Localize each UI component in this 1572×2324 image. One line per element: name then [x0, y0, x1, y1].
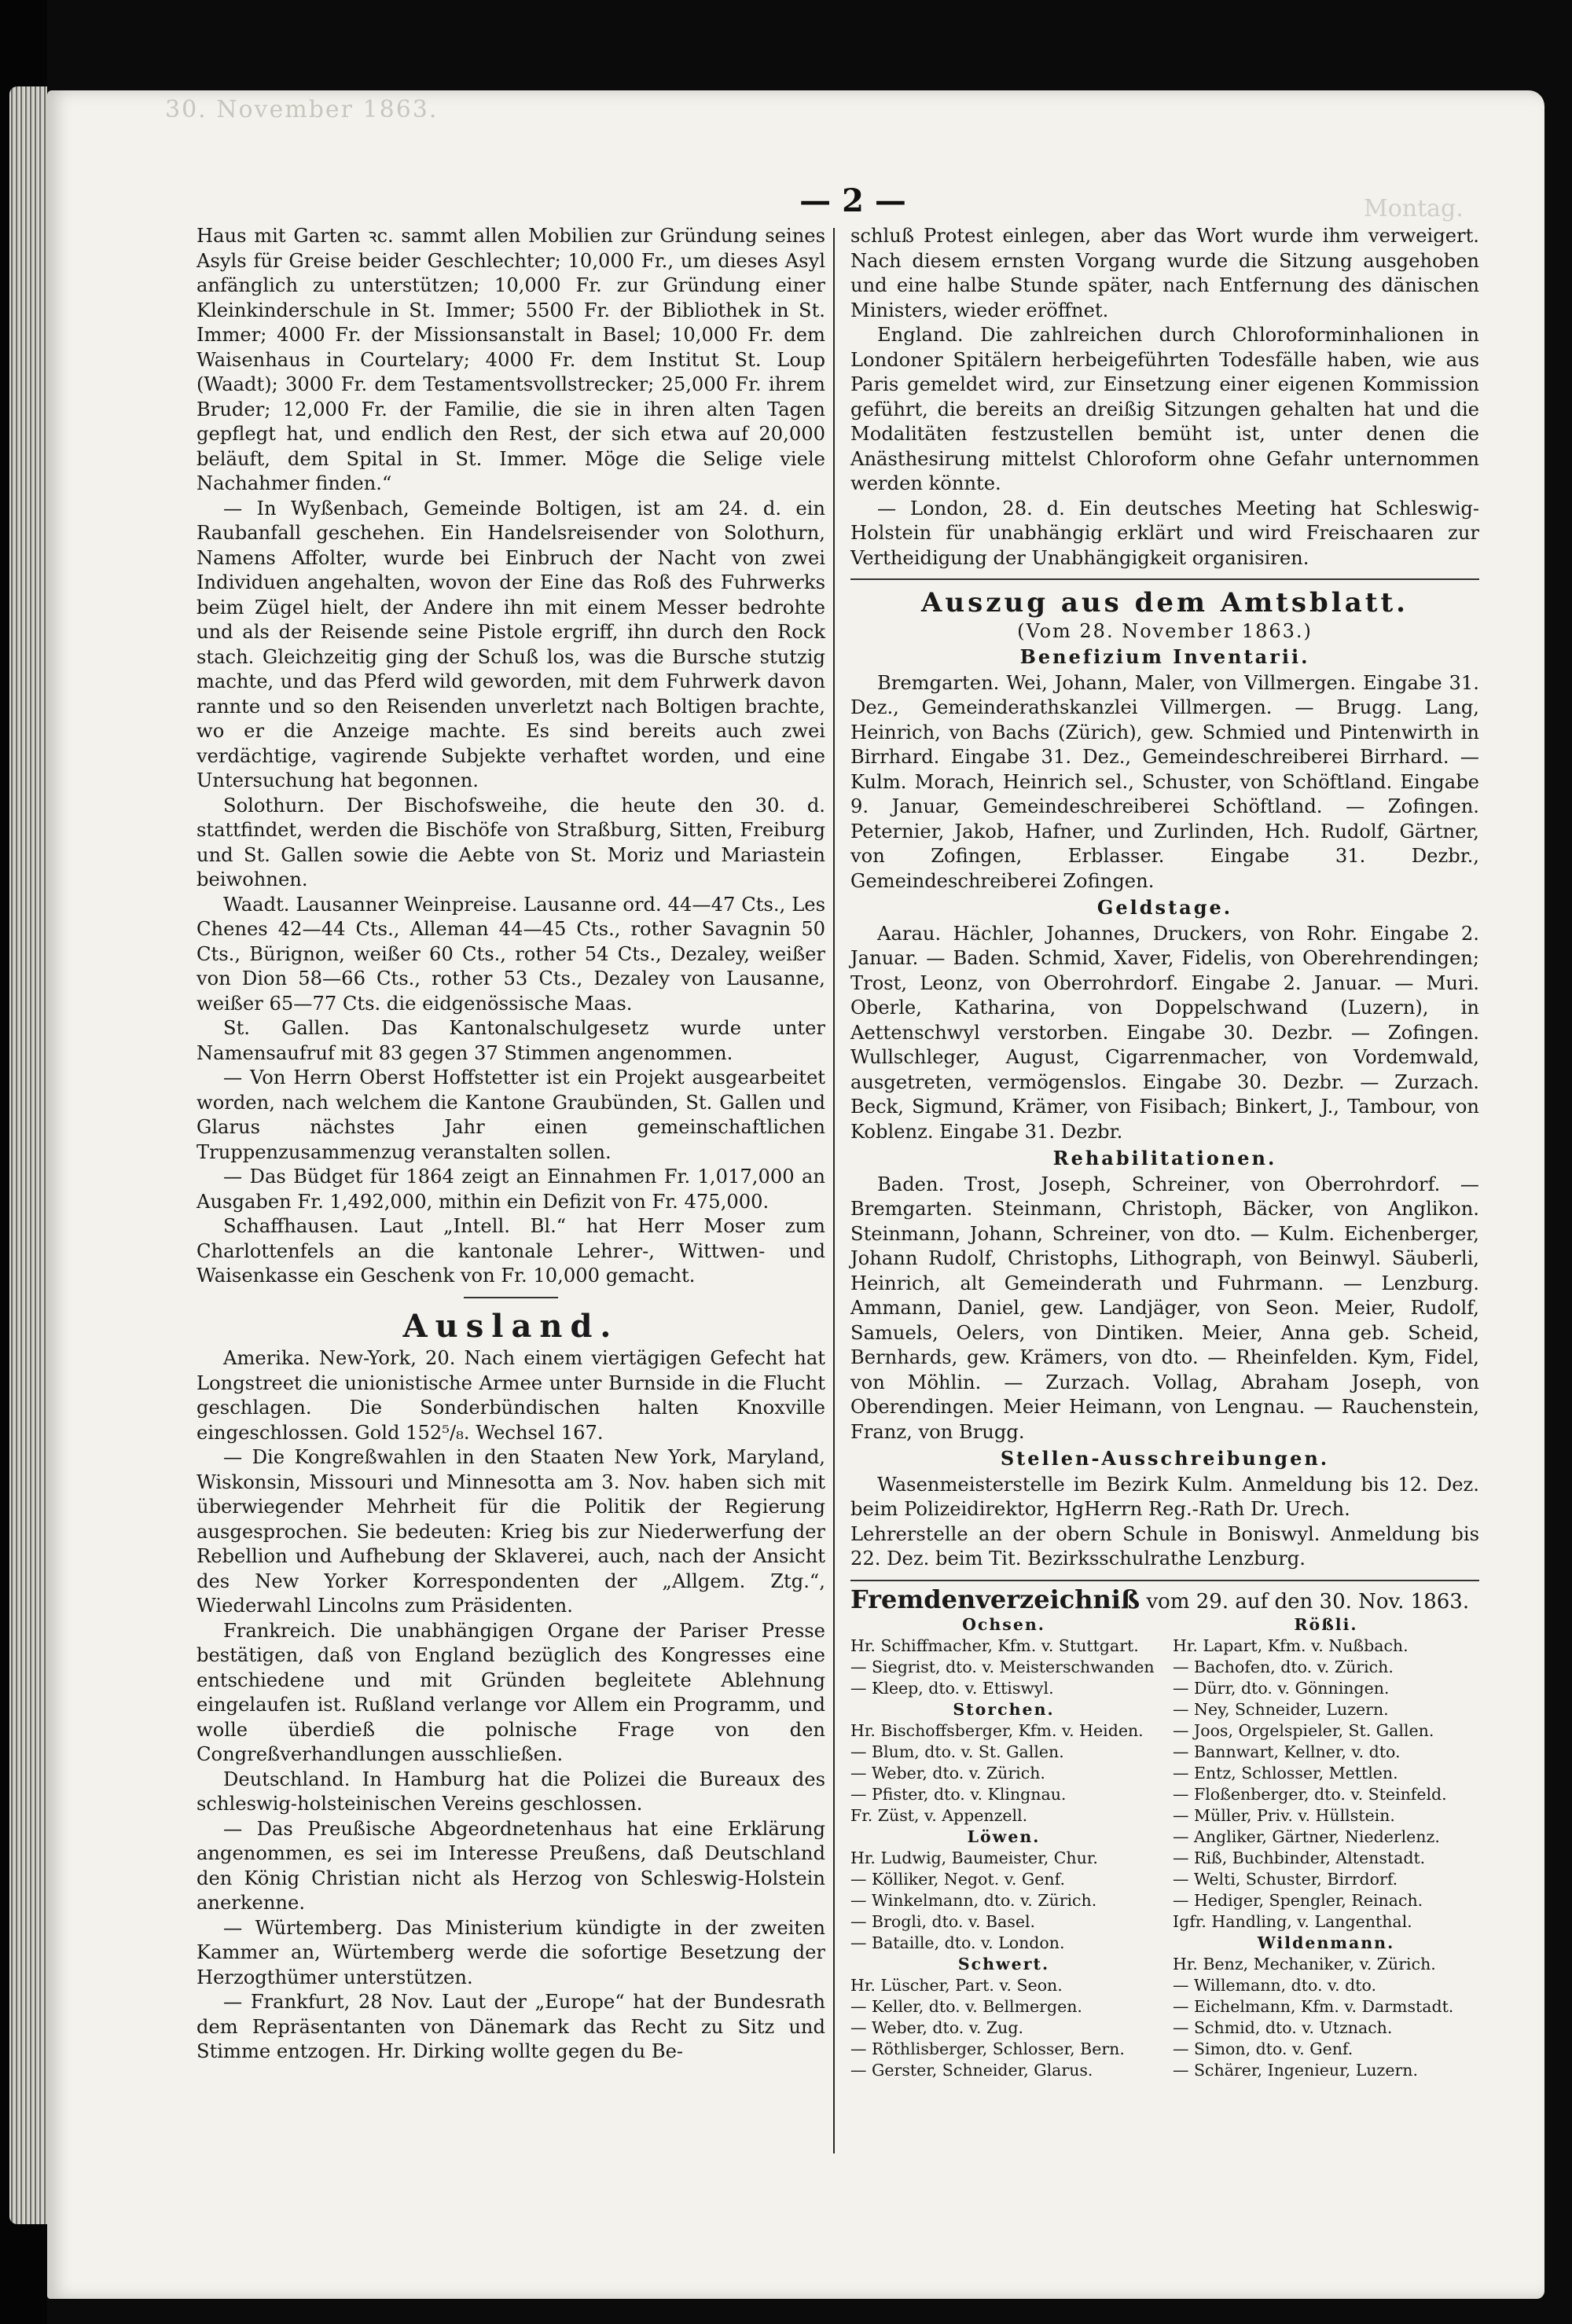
guest-entry: Hr. Benz, Mechaniker, v. Zürich.	[1173, 1955, 1436, 1973]
article-paragraph: England. Die zahlreichen durch Chloroforminhalionen in Londoner Spitälern herbeigeführten Todesfälle haben, wie aus Paris gemeldet wird, zur Einsetzung einer eigenen Kommission geführt, die bereits an dreißig Sitzungen gehalten hat und die Modalitäten festzustellen bemüht ist, unter denen die Anästhesirung mittelst Chloroform ohne Gefahr unternommen werden könnte.	[850, 324, 1479, 494]
fremden-heading	[850, 1584, 1479, 1615]
guest-entry: — Schmid, dto. v. Utznach.	[1173, 2018, 1393, 2037]
amtsblatt-date: (Vom 28. November 1863.)	[1017, 620, 1313, 642]
guest-entry: — Weber, dto. v. Zug.	[850, 2018, 1024, 2037]
guest-entry: — Willemann, dto. v. dto.	[1173, 1976, 1377, 1995]
section-divider	[850, 1580, 1479, 1581]
guest-entry: — Welti, Schuster, Birrdorf.	[1173, 1870, 1398, 1889]
bleed-through-right: Montag.	[1364, 195, 1464, 222]
section-divider	[464, 1297, 558, 1298]
guest-entry: — Pfister, dto. v. Klingnau.	[850, 1785, 1067, 1804]
guest-entry: — Joos, Orgelspieler, St. Gallen.	[1173, 1721, 1434, 1740]
hotel-name: Ochsen.	[962, 1615, 1045, 1634]
guest-entry: — Ney, Schneider, Luzern.	[1173, 1700, 1389, 1719]
guest-entry: — Schärer, Ingenieur, Luzern.	[1173, 2061, 1418, 2080]
article-paragraph: — London, 28. d. Ein deutsches Meeting hat Schleswig-Holstein für unabhängig erklärt und wird Freischaaren zur Vertheidigung der Unabhängigkeit organisiren.	[850, 497, 1479, 569]
guest-entry: — Kleep, dto. v. Ettiswyl.	[850, 1679, 1054, 1698]
guest-entry: Hr. Ludwig, Baumeister, Chur.	[850, 1849, 1098, 1867]
hotel-name: Wildenmann.	[1257, 1933, 1395, 1952]
fremden-dates: vom 29. auf den 30. Nov. 1863.	[1146, 1589, 1470, 1614]
ausland-heading: Ausland.	[402, 1307, 619, 1345]
article-paragraph: — Würtemberg. Das Ministerium kündigte in der zweiten Kammer an, Würtemberg werde die sofortige Besetzung der Herzogthümer unterstützen.	[196, 1916, 825, 1988]
guest-entry: — Müller, Priv. v. Hüllstein.	[1173, 1806, 1395, 1825]
article-paragraph: Frankreich. Die unabhängigen Organe der Pariser Presse bestätigen, daß von England bezüglich des Kongresses eine entschiedene und mit Gründen begleitete Ablehnung eingelaufen ist. Rußland verlange vor Allem ein Programm, und wolle überdieß die polnische Frage von den Congreßverhandlungen ausschließen.	[196, 1619, 825, 1765]
article-paragraph: Deutschland. In Hamburg hat die Polizei die Bureaux des schleswig-holsteinischen Vereins geschlossen.	[196, 1768, 825, 1815]
article-paragraph: — Das Büdget für 1864 zeigt an Einnahmen Fr. 1,017,000 an Ausgaben Fr. 1,492,000, mithin ein Defizit von Fr. 475,000.	[196, 1166, 825, 1213]
notice-paragraph: Wasenmeisterstelle im Bezirk Kulm. Anmeldung bis 12. Dez. beim Polizeidirektor, HgHerrn Reg.-Rath Dr. Urech. Lehrerstelle an der obern Schule in Boniswyl. Anmeldung bis 22. Dez. beim Tit. Bezirksschulrathe Lenzburg.	[850, 1473, 1479, 1570]
guest-entry: — Siegrist, dto. v. Meisterschwanden	[850, 1658, 1155, 1676]
article-paragraph: Schaffhausen. Laut „Intell. Bl.“ hat Herr Moser zum Charlottenfels an die kantonale Lehrer-, Wittwen- und Waisenkasse ein Geschenk von Fr. 10,000 gemacht.	[196, 1215, 825, 1287]
notice-paragraph: Bremgarten. Wei, Johann, Maler, von Villmergen. Eingabe 31. Dez., Gemeinderathskanzlei Villmergen. — Brugg. Lang, Heinrich, von Bachs (Zürich), gew. Schmied und Pintenwirth in Birrhard. Eingabe 31. Dez., Gemeindeschreiberei Birrhard. — Kulm. Morach, Heinrich sel., Schuster, von Schöftland. Eingabe 9. Januar, Gemeindeschreiberei Schöftland. — Zofingen. Peternier, Jakob, Hafner, und Zurlinden, Hch. Rudolf, Gärtner, von Zofingen, Erblasser. Eingabe 31. Dezbr., Gemeindeschreiberei Zofingen.	[850, 671, 1479, 892]
hotel-name: Schwert.	[957, 1955, 1050, 1973]
guest-entry: — Dürr, dto. v. Gönningen.	[1173, 1679, 1390, 1698]
guest-entry: — Entz, Schlosser, Mettlen.	[1173, 1764, 1398, 1782]
guest-entry: — Gerster, Schneider, Glarus.	[850, 2061, 1093, 2080]
section-subheading: Geldstage.	[1096, 896, 1233, 919]
guest-entry: — Simon, dto. v. Genf.	[1173, 2039, 1353, 2058]
guest-list-right	[1173, 1614, 1479, 2081]
page-stack-edge	[9, 86, 47, 2224]
guest-entry: Hr. Lüscher, Part. v. Seon.	[850, 1976, 1063, 1995]
article-paragraph: — In Wyßenbach, Gemeinde Boltigen, ist am 24. d. ein Raubanfall geschehen. Ein Handelsreisender von Solothurn, Namens Affolter, wurde bei Einbruch der Nacht von zwei Individuen angehalten, wovon der Eine das Roß des Fuhrwerks beim Zügel hielt, der Andere ihn mit einem Messer bedrohte und als der Reisende seine Pistole ergriff, ihn durch den Rock stach. Gleichzeitig ging der Schuß los, was die Bursche stutzig machte, und das Pferd wild geworden, mit dem Fuhrwerk davon rannte und so den Reisenden unverletzt nach Boltigen brachte, wo er die Anzeige machte. Es sind bereits auch zwei verdächtige, vagirende Subjekte verhaftet worden, und eine Untersuchung hat begonnen.	[196, 497, 825, 791]
hotel-name: Rößli.	[1294, 1615, 1358, 1634]
article-paragraph: Waadt. Lausanner Weinpreise. Lausanne ord. 44—47 Cts., Les Chenes 42—44 Cts., Alleman 44—45 Cts., rother Savagnin 50 Cts., Bürignon, weißer 60 Cts., rother 54 Cts., Dezaley, weißer von Dion 58—66 Cts., rother 53 Cts., Dezaley von Lausanne, weißer 65—77 Cts. die eidgenössische Maas.	[196, 893, 825, 1015]
section-divider	[850, 578, 1479, 580]
article-paragraph: — Von Herrn Oberst Hoffstetter ist ein Projekt ausgearbeitet worden, nach welchem die Kantone Graubünden, St. Gallen und Glarus nächstes Jahr einen gemeinschaftlichen Truppenzusammenzug veranstalten sollen.	[196, 1067, 825, 1163]
guest-entry: Igfr. Handling, v. Langenthal.	[1173, 1912, 1412, 1931]
page-number: — 2 —	[799, 182, 906, 219]
guest-entry: — Brogli, dto. v. Basel.	[850, 1912, 1036, 1931]
section-subheading: Rehabilitationen.	[1052, 1147, 1277, 1169]
article-paragraph: — Die Kongreßwahlen in den Staaten New York, Maryland, Wiskonsin, Missouri und Minnesotta am 3. Nov. haben sich mit überwiegender Mehrheit für die Politik der Regierung ausgesprochen. Sie bedeuten: Krieg bis zur Niederwerfung der Rebellion und Aufhebung der Sklaverei, auch, nach der Ansicht des New Yorker Korrespondenten der „Allgem. Ztg.“, Wiederwahl Lincolns zum Präsidenten.	[196, 1446, 825, 1617]
guest-entry: — Bataille, dto. v. London.	[850, 1933, 1065, 1952]
guest-entry: — Blum, dto. v. St. Gallen.	[850, 1742, 1064, 1761]
article-paragraph: Amerika. New-York, 20. Nach einem viertägigen Gefecht hat Longstreet die unionistische Armee unter Burnside in die Flucht geschlagen. Die Sonderbündischen halten Knoxville eingeschlossen. Gold 152⁵/₈. Wechsel 167.	[196, 1347, 825, 1444]
left-column	[196, 224, 825, 2065]
guest-entry: — Winkelmann, dto. v. Zürich.	[850, 1891, 1097, 1910]
guest-entry: — Weber, dto. v. Zürich.	[850, 1764, 1045, 1782]
section-subheading: Stellen-Ausschreibungen.	[1000, 1447, 1330, 1470]
guest-entry: Hr. Schiffmacher, Kfm. v. Stuttgart.	[850, 1636, 1139, 1655]
guest-entry: — Eichelmann, Kfm. v. Darmstadt.	[1173, 1997, 1454, 2016]
article-paragraph: St. Gallen. Das Kantonalschulgesetz wurde unter Namensaufruf mit 83 gegen 37 Stimmen angenommen.	[196, 1017, 825, 1064]
hotel-name: Storchen.	[953, 1700, 1055, 1719]
guest-entry: Hr. Lapart, Kfm. v. Nußbach.	[1173, 1636, 1409, 1655]
article-paragraph: Haus mit Garten ꝛc. sammt allen Mobilien zur Gründung seines Asyls für Greise beider Geschlechter; 10,000 Fr., um dieses Asyl anfänglich zu unterstützen; 10,000 Fr. zur Gründung einer Kleinkinderschule in St. Immer; 5500 Fr. der Bibliothek in St. Immer; 4000 Fr. der Missionsanstalt in Basel; 10,000 Fr. dem Waisenhaus in Courtelary; 4000 Fr. dem Institut St. Loup (Waadt); 3000 Fr. dem Testamentsvollstrecker; 25,000 Fr. ihrem Bruder; 12,000 Fr. der Familie, die sie in ihren alten Tagen gepflegt hat, und endlich den Rest, der sich etwa auf 20,000 beläuft, dem Spital in St. Immer. Möge die Selige viele Nachahmer finden.“	[196, 225, 825, 494]
guest-entry: Fr. Züst, v. Appenzell.	[850, 1806, 1028, 1825]
guest-entry: — Angliker, Gärtner, Niederlenz.	[1173, 1827, 1440, 1846]
guest-entry: Hr. Bischoffsberger, Kfm. v. Heiden.	[850, 1721, 1144, 1740]
guest-entry: — Hediger, Spengler, Reinach.	[1173, 1891, 1423, 1910]
guest-entry: — Kölliker, Negot. v. Genf.	[850, 1870, 1065, 1889]
fremden-title: Fremdenverzeichniß	[850, 1584, 1140, 1614]
article-paragraph: schluß Protest einlegen, aber das Wort wurde ihm verweigert. Nach diesem ernsten Vorgang wurde die Sitzung ausgehoben und eine halbe Stunde später, nach Entfernung des dänischen Ministers, wieder eröffnet.	[850, 225, 1479, 321]
hotel-name: Löwen.	[967, 1827, 1041, 1846]
notice-paragraph: Baden. Trost, Joseph, Schreiner, von Oberrohrdorf. — Bremgarten. Steinmann, Christoph, Bäcker, von Anglikon. Steinmann, Johann, Schreiner, von dto. — Kulm. Eichenberger, Johann Rudolf, Christophs, Lithograph, von Beinwyl. Säuberli, Heinrich, alt Gemeinderath und Fuhrmann. — Lenzburg. Ammann, Daniel, gew. Landjäger, von Seon. Meier, Rudolf, Samuels, Oelers, von Dintiken. Meier, Anna geb. Scheid, Bernhards, gew. Krämers, von dto. — Rheinfelden. Kym, Fidel, von Möhlin. — Zurzach. Vollag, Abraham Joseph, von Oberendingen. Meier Heimann, von Lengnau. — Rauchenstein, Franz, von Brugg.	[850, 1173, 1479, 1443]
article-paragraph: — Das Preußische Abgeordnetenhaus hat eine Erklärung angenommen, es sei im Interesse Preußens, daß Deutschland den König Christian nicht als Herzog von Schleswig-Holstein anerkenne.	[196, 1817, 825, 1914]
notice-paragraph: Aarau. Hächler, Johannes, Druckers, von Rohr. Eingabe 2. Januar. — Baden. Schmid, Xaver, Fidelis, von Oberehrendingen; Trost, Leonz, von Oberrohrdorf. Eingabe 2. Januar. — Muri. Oberle, Katharina, von Doppelschwand (Luzern), in Aettenschwyl verstorben. Eingabe 30. Dezbr. — Zofingen. Wullschleger, August, Cigarrenmacher, von Vordemwald, ausgetreten, vermögenslos. Eingabe 30. Dezbr. — Zurzach. Beck, Sigmund, Krämer, von Fisibach; Binkert, J., Tambour, von Koblenz. Eingabe 31. Dezbr.	[850, 922, 1479, 1143]
guest-entry: — Riß, Buchbinder, Altenstadt.	[1173, 1849, 1426, 1867]
column-divider	[833, 228, 835, 2153]
article-paragraph: — Frankfurt, 28 Nov. Laut der „Europe“ hat der Bundesrath dem Repräsentanten von Dänemark das Recht zu Sitz und Stimme entzogen. Hr. Dirking wollte gegen du Be-	[196, 1991, 825, 2062]
section-subheading: Benefizium Inventarii.	[1019, 645, 1310, 668]
amtsblatt-heading: Auszug aus dem Amtsblatt.	[921, 587, 1409, 619]
guest-entry: — Röthlisberger, Schlosser, Bern.	[850, 2039, 1125, 2058]
guest-entry: — Bannwart, Kellner, v. dto.	[1173, 1742, 1401, 1761]
article-paragraph: Solothurn. Der Bischofsweihe, die heute den 30. d. stattfindet, werden die Bischöfe von Straßburg, Sitten, Freiburg und St. Gallen sowie die Aebte von St. Moriz und Mariastein beiwohnen.	[196, 794, 825, 890]
right-column	[850, 224, 1479, 2081]
guest-entry: — Bachofen, dto. v. Zürich.	[1173, 1658, 1394, 1676]
guest-entry: — Keller, dto. v. Bellmergen.	[850, 1997, 1082, 2016]
guest-entry: — Floßenberger, dto. v. Steinfeld.	[1173, 1785, 1447, 1804]
bleed-through-header: 30. November 1863.	[165, 96, 439, 123]
guest-list	[850, 1614, 1479, 2081]
guest-list-left	[850, 1614, 1157, 2081]
